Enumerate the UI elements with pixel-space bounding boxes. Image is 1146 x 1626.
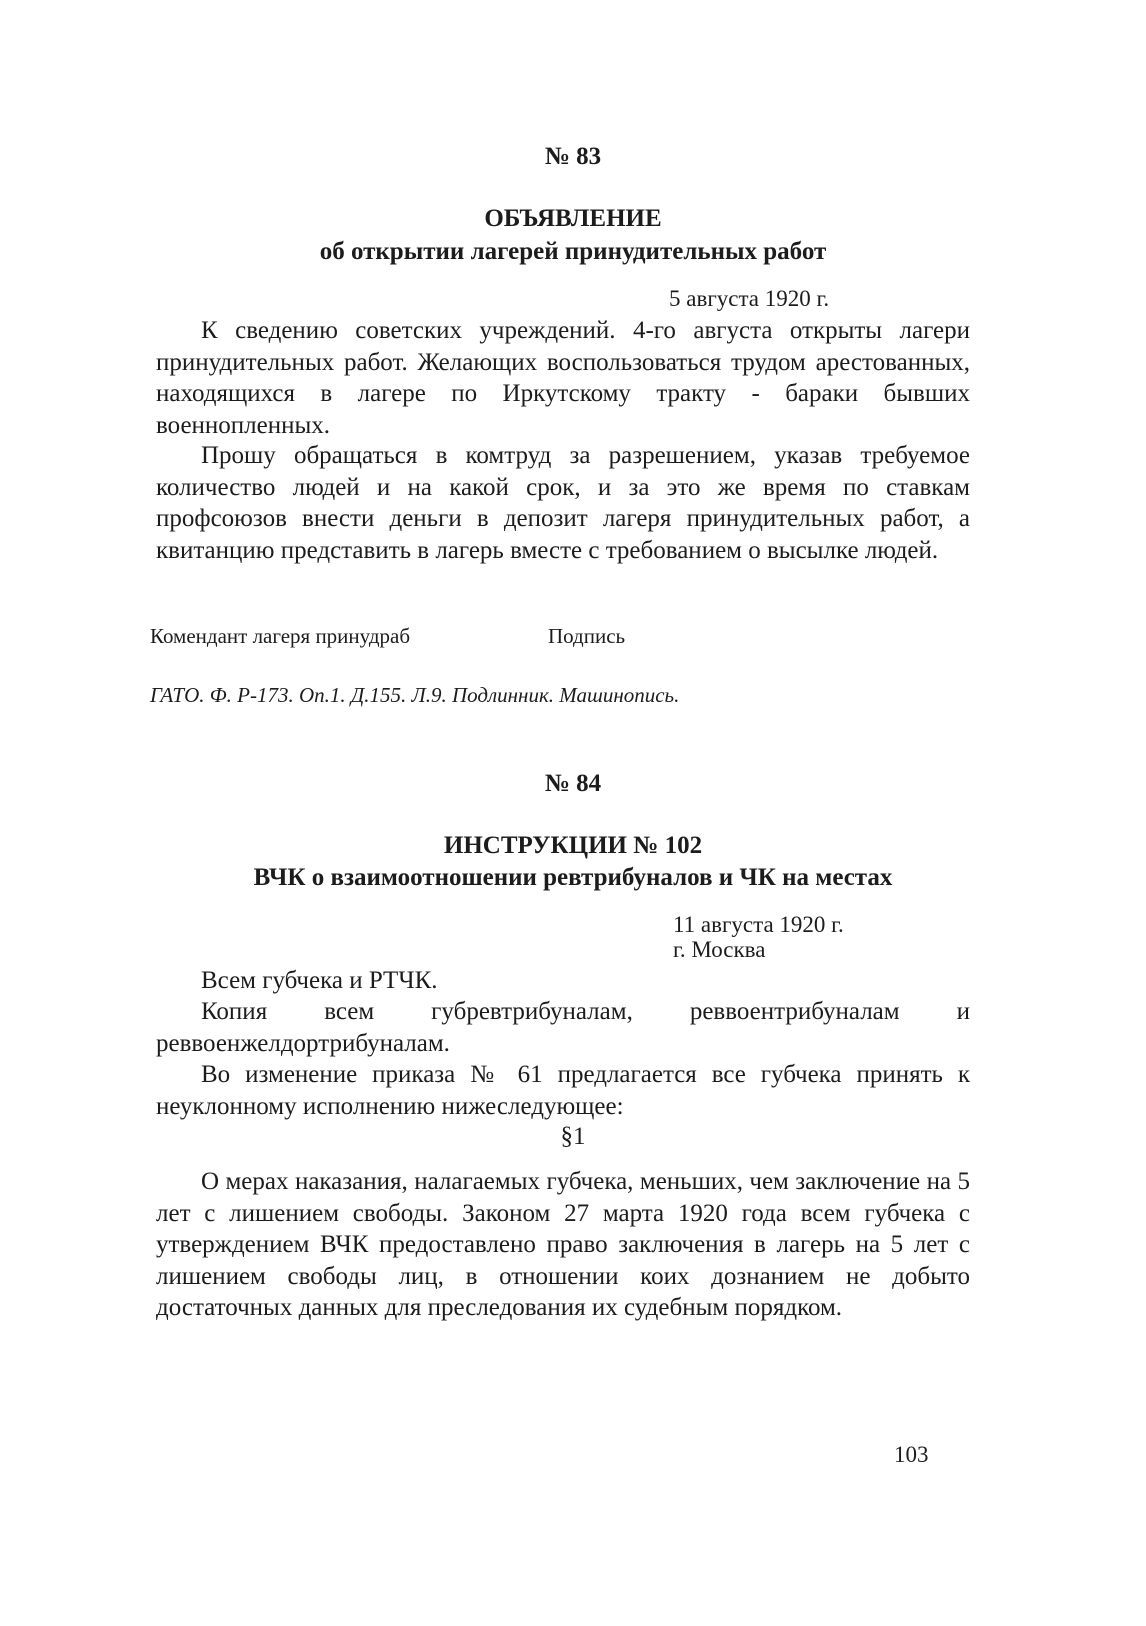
doc83-paragraph-2: Прошу обращаться в комтруд за разрешением, указав требуемое количество людей и на какой срок, и за это же время по ставкам профсоюзов внести деньги в депозит лагеря принудительных работ, а квитанцию представить в лагерь вместе с требованием о высылке людей. bbox=[156, 442, 970, 564]
doc84-paragraph-2: Копия всем губревтрибуналам, реввоентрибуналам и реввоенжелдортрибуналам. bbox=[156, 998, 970, 1057]
doc83-subtitle: об открытии лагерей принудительных работ bbox=[319, 238, 827, 265]
doc83-title: ОБЪЯВЛЕНИЕ bbox=[484, 205, 662, 232]
doc84-paragraph-1: Всем губчека и РТЧК. bbox=[201, 967, 438, 994]
doc84-section-paragraph: О мерах наказания, налагаемых губчека, меньших, чем заключение на 5 лет с лишением свободы. Законом 27 марта 1920 года всем губчека с утверждением ВЧК предоставлено право заключения в лагерь на 5 лет с лишением свободы лиц, в отношении коих дознанием не добыто достаточных данных для преследования их судебным порядком. bbox=[156, 1168, 970, 1321]
doc83-date: 5 августа 1920 г. bbox=[669, 286, 830, 311]
doc84-place: г. Москва bbox=[673, 937, 766, 962]
doc84-section-mark: §1 bbox=[560, 1123, 586, 1150]
doc84-date: 11 августа 1920 г. bbox=[673, 912, 844, 937]
doc83-signature-role: Комендант лагеря принудраб bbox=[150, 624, 411, 648]
doc83-archival-source: ГАТО. Ф. Р-173. Оп.1. Д.155. Л.9. Подлинник. Машинопись. bbox=[150, 683, 680, 707]
page-number: 103 bbox=[894, 1442, 929, 1467]
doc83-paragraph-1: К сведению советских учреждений. 4-го августа открыты лагери принудительных работ. Желающих воспользоваться трудом арестованных, находящихся в лагере по Иркутскому тракту - бараки бывших военнопленных. bbox=[156, 317, 970, 439]
doc84-subtitle: ВЧК о взаимоотношении ревтрибуналов и ЧК на местах bbox=[253, 864, 893, 891]
doc84-number: № 84 bbox=[544, 770, 602, 797]
doc83-number: № 83 bbox=[544, 143, 602, 170]
doc84-title: ИНСТРУКЦИИ № 102 bbox=[443, 832, 703, 859]
doc83-signature: Подпись bbox=[548, 624, 626, 648]
doc84-paragraph-3: Во изменение приказа № 61 предлагается все губчека принять к неуклонному исполнению нижеследующее: bbox=[156, 1061, 970, 1120]
